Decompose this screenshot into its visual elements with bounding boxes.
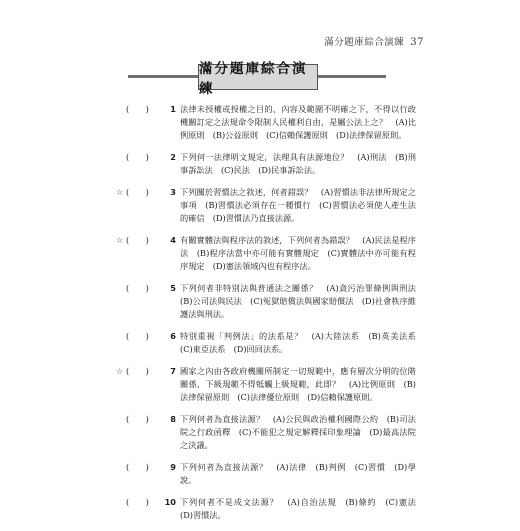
question-item bbox=[116, 186, 416, 225]
answer-blank: ( ) bbox=[126, 414, 149, 424]
star-icon: ☆ bbox=[116, 367, 124, 376]
star-icon: ☆ bbox=[116, 188, 124, 197]
question-number: 1 bbox=[170, 104, 176, 114]
running-header bbox=[324, 34, 424, 48]
question-text: 特別重視「判例法」的法系是？ (A)大陸法系 (B)英美法系 (C)東亞法系 (D)回回法系。 bbox=[180, 331, 425, 354]
question-text: 法律未授權或授權之目的、內容及範圍不明確之下，不得以行政機關訂定之法規命令限制人民權利自由，是屬公法上之？ (A)比例原則 (B)公益原則 (C)信賴保護原則 (D)法律保留原則。 bbox=[180, 104, 416, 140]
answer-blank: ( ) bbox=[126, 235, 149, 245]
question-item bbox=[116, 413, 416, 452]
question-number: 7 bbox=[170, 366, 176, 376]
question-number: 6 bbox=[170, 331, 176, 341]
question-item bbox=[116, 461, 416, 487]
banner-title: 滿分題庫綜合演練 bbox=[198, 64, 318, 90]
page-number: 37 bbox=[410, 37, 424, 48]
answer-blank: ( ) bbox=[126, 366, 149, 376]
question-text: 國家之內由各政府機關所制定一切規範中，應有層次分明的位階關係，下級規範不得牴觸上級規範，此即？ (A)比例原則 (B)法律保留原則 (C)法律優位原則 (D)信賴保護原則。 bbox=[180, 366, 416, 402]
question-item bbox=[116, 365, 416, 404]
answer-blank: ( ) bbox=[126, 152, 149, 162]
question-text: 下列何者為直接法源？ (A)公民與政治權利國際公約 (B)司法院之行政函釋 (C)不能犯之規定解釋採印象理論 (D)最高法院之決議。 bbox=[180, 414, 416, 450]
star-icon: ☆ bbox=[116, 236, 124, 245]
question-number: 3 bbox=[170, 187, 176, 197]
answer-blank: ( ) bbox=[126, 497, 149, 507]
question-text: 下列何者為直接法源？ (A)法律 (B)判例 (C)習慣 (D)學說。 bbox=[180, 462, 416, 485]
question-item bbox=[116, 103, 416, 142]
answer-blank: ( ) bbox=[126, 331, 149, 341]
question-number: 2 bbox=[170, 152, 176, 162]
section-banner bbox=[128, 61, 386, 97]
question-text: 下列關於習慣法之敘述，何者錯誤？ (A)習慣法非法律所規定之事項 (B)習慣法必須存在一種慣行 (C)習慣法必須使人產生法的確信 (D)習慣法乃直接法源。 bbox=[180, 187, 416, 223]
question-text: 下列何者非特別法與普通法之關係？ (A)貪污治罪條例與刑法 (B)公司法與民法 (C)冤獄賠償法與國家賠償法 (D)社會秩序維護法與刑法。 bbox=[180, 283, 425, 319]
question-list bbox=[116, 103, 425, 531]
running-header-title: 滿分題庫綜合演練 bbox=[324, 37, 405, 48]
question-text: 下列何者不是成文法源？ (A)自治法規 (B)條約 (C)憲法 (D)習慣法。 bbox=[180, 497, 425, 520]
question-text: 下列何一法律明文規定，法理具有法源地位？ (A)刑法 (B)刑事訴訟法 (C)民法 (D)民事訴訟法。 bbox=[180, 152, 416, 175]
answer-blank: ( ) bbox=[126, 283, 149, 293]
answer-blank: ( ) bbox=[126, 104, 149, 114]
question-item bbox=[116, 282, 425, 321]
answer-blank: ( ) bbox=[126, 187, 149, 197]
question-number: 10 bbox=[164, 497, 176, 507]
question-number: 4 bbox=[170, 235, 176, 245]
question-number: 8 bbox=[170, 414, 176, 424]
question-number: 9 bbox=[170, 462, 176, 472]
question-text: 有關實體法與程序法的敘述，下列何者為錯誤？ (A)民法是程序法 (B)程序法當中亦可能有實體規定 (C)實體法中亦可能有程序規定 (D)憲法領域內也有程序法。 bbox=[180, 235, 416, 271]
question-item bbox=[116, 234, 416, 273]
question-number: 5 bbox=[170, 283, 176, 293]
question-item bbox=[116, 330, 425, 356]
answer-blank: ( ) bbox=[126, 462, 149, 472]
question-item bbox=[116, 151, 416, 177]
